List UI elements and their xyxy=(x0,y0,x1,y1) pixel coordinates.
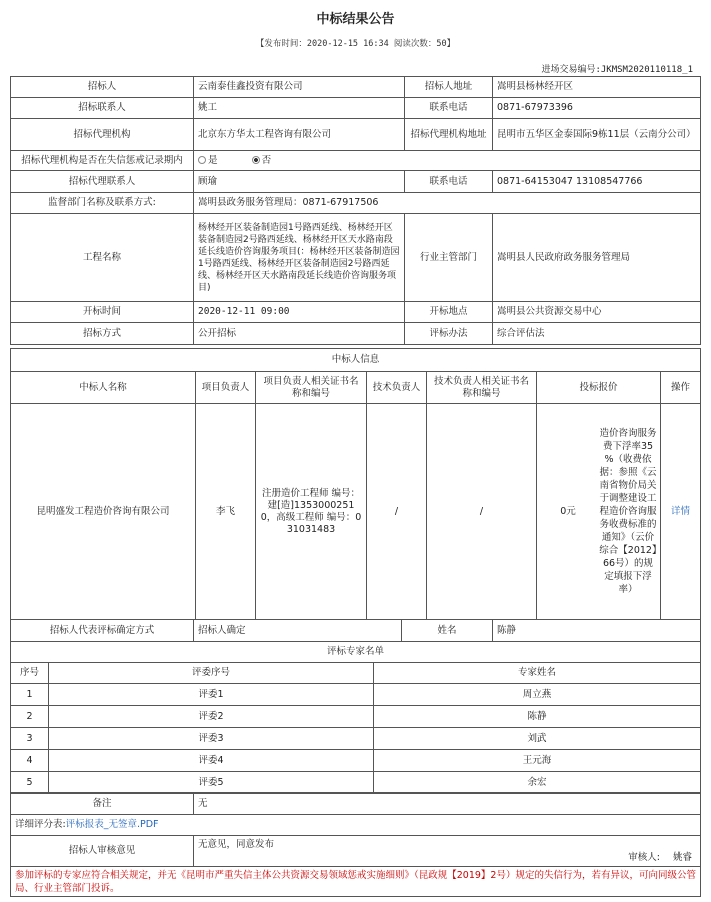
remark-label: 备注 xyxy=(11,793,194,815)
publish-meta: 【发布时间：2020-12-15 16:34 阅读次数：50】 xyxy=(255,39,456,49)
tenderer-value: 云南泰佳鑫投资有限公司 xyxy=(194,77,405,98)
blacklist-options xyxy=(194,151,701,171)
winner-price-note: 造价咨询服务费下浮率35 %（收费依据：参照《云南省物价局关于调整建设工程造价咨询服务收费标准的通知》（云价综合【2012】66号）的规定填报下浮率） xyxy=(599,428,657,595)
agency-phone-label: 联系电话 xyxy=(405,171,493,193)
agency-addr-label: 招标代理机构地址 xyxy=(405,119,493,151)
expert-seat: 评委2 xyxy=(49,706,374,728)
table-row xyxy=(11,684,701,706)
agency-contact-label: 招标代理联系人 xyxy=(11,171,194,193)
project-label: 工程名称 xyxy=(11,214,194,302)
detail-label: 详细评分表: xyxy=(15,819,66,830)
project-value: 杨林经开区装备制造园1号路西延线、杨林经开区装备制造园2号路西延线、杨林经开区天水路南段延长线造价咨询服务项目(：杨林经开区装备制造园1号路西延线、杨林经开区装备制造园2号路西延线、杨林经开区天水路南段延长线造价咨询服务项目) xyxy=(194,214,405,302)
industry-label: 行业主管部门 xyxy=(405,214,493,302)
detail-pdf-link[interactable]: 评标报表_无签章.PDF xyxy=(65,819,159,830)
contact-value: 姚工 xyxy=(194,98,405,119)
open-time-label: 开标时间 xyxy=(11,302,194,323)
radio-no[interactable] xyxy=(252,156,260,164)
open-place-label: 开标地点 xyxy=(405,302,493,323)
detail-row xyxy=(11,815,701,836)
phone-label: 联系电话 xyxy=(405,98,493,119)
tender-info-table xyxy=(10,76,701,345)
contact-label: 招标联系人 xyxy=(11,98,194,119)
col-action: 操作 xyxy=(661,372,701,404)
reviewer-name: 姚睿 xyxy=(672,851,692,863)
winner-price: 0元 xyxy=(560,505,576,517)
table-row xyxy=(11,706,701,728)
tenderer-addr-label: 招标人地址 xyxy=(405,77,493,98)
decision-table xyxy=(10,619,701,642)
decision-label: 招标人代表评标确定方式 xyxy=(11,620,194,642)
phone-value: 0871-67973396 xyxy=(493,98,701,119)
winner-name: 昆明盛发工程造价咨询有限公司 xyxy=(11,404,196,620)
winner-tech-cert: / xyxy=(427,404,537,620)
expert-seat: 评委1 xyxy=(49,684,374,706)
reviewer-label: 审核人: xyxy=(628,851,660,863)
decision-name-value: 陈静 xyxy=(493,620,701,642)
radio-yes[interactable] xyxy=(198,156,206,164)
expert-no: 5 xyxy=(11,772,49,794)
winner-tech: / xyxy=(367,404,427,620)
expert-name: 刘武 xyxy=(374,728,701,750)
winner-pm-cert: 注册造价工程师 编号：建[造]13530002510，高级工程师 编号：031031483 xyxy=(256,404,367,620)
col-no: 序号 xyxy=(11,663,49,684)
expert-seat: 评委3 xyxy=(49,728,374,750)
expert-no: 4 xyxy=(11,750,49,772)
expert-name: 余宏 xyxy=(374,772,701,794)
col-price: 投标报价 xyxy=(537,372,661,404)
supervisor-value: 嵩明县政务服务管理局：0871-67917506 xyxy=(194,193,701,214)
expert-seat: 评委5 xyxy=(49,772,374,794)
agency-addr-value: 昆明市五华区金泰国际9栋11层（云南分公司） xyxy=(493,119,701,151)
table-row xyxy=(11,728,701,750)
col-pm: 项目负责人 xyxy=(196,372,256,404)
details-link[interactable]: 详情 xyxy=(661,404,701,620)
agency-value: 北京东方华太工程咨询有限公司 xyxy=(194,119,405,151)
radio-no-label: 否 xyxy=(261,154,272,166)
expert-name: 陈静 xyxy=(374,706,701,728)
expert-no: 3 xyxy=(11,728,49,750)
winner-pm: 李飞 xyxy=(196,404,256,620)
table-row xyxy=(11,772,701,794)
tenderer-label: 招标人 xyxy=(11,77,194,98)
agency-phone-value: 0871-64153047 13108547766 xyxy=(493,171,701,193)
method-label: 招标方式 xyxy=(11,323,194,345)
agency-label: 招标代理机构 xyxy=(11,119,194,151)
col-tech-cert: 技术负责人相关证书名称和编号 xyxy=(427,372,537,404)
review-cell xyxy=(194,836,701,867)
expert-name: 王元海 xyxy=(374,750,701,772)
agency-contact-value: 顾瑜 xyxy=(194,171,405,193)
footer-table xyxy=(10,792,701,897)
table-row xyxy=(11,750,701,772)
decision-name-label: 姓名 xyxy=(402,620,493,642)
experts-section-title: 评标专家名单 xyxy=(11,642,701,663)
eval-label: 评标办法 xyxy=(405,323,493,345)
page-title: 中标结果公告 xyxy=(316,12,395,27)
decision-value: 招标人确定 xyxy=(194,620,402,642)
winner-table xyxy=(10,348,701,620)
review-value: 无意见，同意发布 xyxy=(198,838,275,850)
col-winner-name: 中标人名称 xyxy=(11,372,196,404)
tenderer-addr-value: 嵩明县杨林经开区 xyxy=(493,77,701,98)
complaint-notice: 参加评标的专家应符合相关规定，并无《昆明市严重失信主体公共资源交易领域惩戒实施细则》（昆政规【2019】2号）规定的失信行为，若有异议，可向同级公管局、行业主管部门投诉。 xyxy=(11,867,701,897)
trade-code: 进场交易编号:JKMSM2020110118_1 xyxy=(541,65,693,75)
remark-value: 无 xyxy=(194,793,701,815)
blacklist-label: 招标代理机构是否在失信惩戒记录期内 xyxy=(11,151,194,171)
col-tech: 技术负责人 xyxy=(367,372,427,404)
expert-seat: 评委4 xyxy=(49,750,374,772)
col-expert-name: 专家姓名 xyxy=(374,663,701,684)
open-time-value: 2020-12-11 09:00 xyxy=(194,302,405,323)
expert-no: 2 xyxy=(11,706,49,728)
eval-value: 综合评估法 xyxy=(493,323,701,345)
col-pm-cert: 项目负责人相关证书名称和编号 xyxy=(256,372,367,404)
industry-value: 嵩明县人民政府政务服务管理局 xyxy=(493,214,701,302)
col-seat: 评委序号 xyxy=(49,663,374,684)
expert-no: 1 xyxy=(11,684,49,706)
supervisor-label: 监督部门名称及联系方式: xyxy=(11,193,194,214)
winner-price-cell xyxy=(537,404,661,620)
experts-table xyxy=(10,641,701,794)
radio-yes-label: 是 xyxy=(208,154,218,166)
expert-name: 周立燕 xyxy=(374,684,701,706)
open-place-value: 嵩明县公共资源交易中心 xyxy=(493,302,701,323)
method-value: 公开招标 xyxy=(194,323,405,345)
winner-section-title: 中标人信息 xyxy=(11,349,701,372)
review-label: 招标人审核意见 xyxy=(11,836,194,867)
